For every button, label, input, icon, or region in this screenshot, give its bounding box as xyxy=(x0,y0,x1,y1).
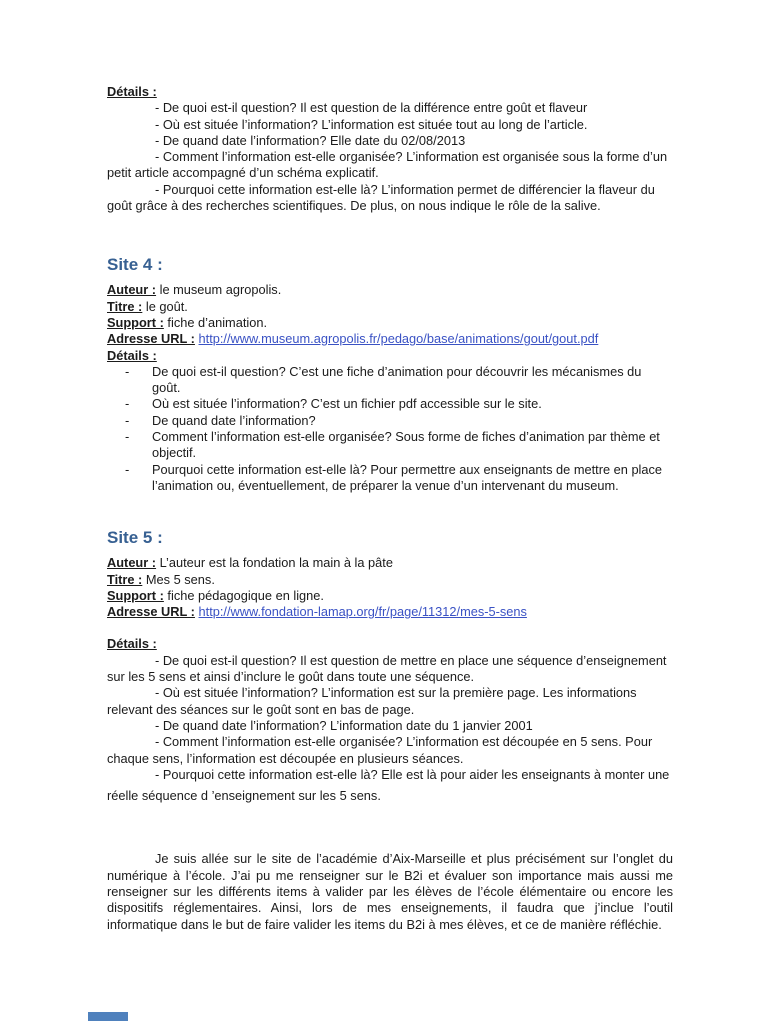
site5-adresse-label: Adresse URL : xyxy=(107,604,195,620)
site4-url-link[interactable]: http://www.museum.agropolis.fr/pedago/base/animations/gout/gout.pdf xyxy=(198,331,599,347)
site3-details-label-text: Détails : xyxy=(107,84,157,99)
site4-bullet-location-text: Où est située l’information? C’est un fichier pdf accessible sur le site. xyxy=(152,396,542,412)
site5-detail-purpose-wrap: réelle séquence d ’enseignement sur les 5 sens. xyxy=(107,788,381,804)
site4-support-value: fiche d’animation. xyxy=(163,314,268,330)
dash-bullet: - xyxy=(125,429,130,445)
site4-details-list xyxy=(107,364,673,494)
site4-titre-line xyxy=(107,299,673,315)
site5-auteur-value: L’auteur est la fondation la main à la pâte xyxy=(156,555,393,571)
site5-detail-date: - De quand date l’information? L’information date du 1 janvier 2001 xyxy=(155,717,533,733)
site4-section xyxy=(107,254,673,494)
site5-details-label-text: Détails : xyxy=(107,636,157,652)
next-page-heading-sliver xyxy=(88,1012,128,1021)
dash-bullet: - xyxy=(125,363,130,379)
site5-detail-question: - De quoi est-il question? Il est question de mettre en place une séquence d’enseignement sur les 5 sens et ainsi d’inclure le goût dans toute une séquence. xyxy=(107,652,667,685)
site4-titre-value: le goût. xyxy=(142,298,188,314)
site3-detail-organisation: - Comment l’information est-elle organisée? L’information est organisée sous la forme d’un petit article accompagné d’un schéma explicatif. xyxy=(107,149,668,181)
site4-details-label xyxy=(107,348,673,364)
site4-support-line xyxy=(107,315,673,331)
site4-bullet-location xyxy=(107,396,673,412)
dash-bullet: - xyxy=(125,461,130,477)
site4-bullet-organisation-text: Comment l’information est-elle organisée? Sous forme de fiches d’animation par thème et objectif. xyxy=(152,429,660,461)
site5-support-label: Support : xyxy=(107,587,164,603)
dash-bullet: - xyxy=(125,396,130,412)
site4-auteur-value: le museum agropolis. xyxy=(156,282,282,298)
site4-auteur-label: Auteur : xyxy=(107,282,157,298)
site3-detail-date: - De quand date l’information? Elle date du 02/08/2013 xyxy=(155,132,466,148)
site5-support-line xyxy=(107,588,673,604)
site4-adresse-line xyxy=(107,331,673,347)
site4-titre-label: Titre : xyxy=(107,298,143,314)
dash-bullet: - xyxy=(125,412,130,428)
site4-details-label-text: Détails : xyxy=(107,347,157,363)
site5-adresse-line xyxy=(107,604,673,620)
site4-bullet-question-text: De quoi est-il question? C’est une fiche d’animation pour découvrir les mécanismes du goût. xyxy=(152,363,642,396)
site5-titre-line xyxy=(107,572,673,588)
site5-detail-organisation: - Comment l’information est-elle organisée? L’information est découpée en 5 sens. Pour chaque sens, l’information est découpée en plusieurs séances. xyxy=(107,734,653,766)
site4-bullet-purpose xyxy=(107,462,673,495)
site5-auteur-label: Auteur : xyxy=(107,555,157,571)
site4-support-label: Support : xyxy=(107,314,164,330)
site5-details-label xyxy=(107,636,673,652)
site4-bullet-purpose-text: Pourquoi cette information est-elle là? Pour permettre aux enseignants de mettre en place l’animation ou, éventuellement, de préparer la venue d’un intervenant du museum. xyxy=(152,461,663,493)
site4-auteur-line xyxy=(107,282,673,298)
site4-heading: Site 4 : xyxy=(107,255,163,275)
site5-auteur-line xyxy=(107,555,673,571)
site4-adresse-label: Adresse URL : xyxy=(107,331,195,347)
site5-titre-value: Mes 5 sens. xyxy=(142,571,215,587)
site4-bullet-date-text: De quand date l’information? xyxy=(152,412,316,428)
site5-url-link[interactable]: http://www.fondation-lamap.org/fr/page/11312/mes-5-sens xyxy=(198,604,527,620)
site5-detail-purpose: - Pourquoi cette information est-elle là? Elle est là pour aider les enseignants à monter une xyxy=(155,766,670,782)
site3-detail-purpose: - Pourquoi cette information est-elle là? L’information permet de différencier la flaveur du goût grâce à des recherches scientifiques. De plus, on nous indique le rôle de la salive. xyxy=(107,181,655,214)
site5-heading: Site 5 : xyxy=(107,528,163,548)
site5-section xyxy=(107,527,673,804)
document-content xyxy=(107,84,673,933)
site5-detail-location: - Où est située l’information? L’information est sur la première page. Les informations relevant des séances sur le goût sont en bas de page. xyxy=(107,685,637,717)
site4-bullet-organisation xyxy=(107,429,673,462)
site4-bullet-date xyxy=(107,413,673,429)
closing-paragraph: Je suis allée sur le site de l’académie d’Aix-Marseille et plus précisément sur l’onglet du numérique à l’école. J’ai pu me renseigner sur le B2i et évaluer son importance mais aussi me renseigner sur les différents items à valider par les élèves de l’école élémentaire ou encore les dispositifs réglementaires. Ainsi, lors de mes enseignements, il faudra que j’inclue l’outil informatique dans le but de faire valider les items du B2i à mes élèves, et ce de manière réfléchie. xyxy=(107,851,673,932)
site3-detail-location: - Où est située l’information? L’information est située tout au long de l’article. xyxy=(155,116,588,132)
site4-bullet-question xyxy=(107,364,673,397)
site3-detail-question: - De quoi est-il question? Il est question de la différence entre goût et flaveur xyxy=(155,100,588,116)
site5-support-value: fiche pédagogique en ligne. xyxy=(163,587,324,603)
site3-details-label xyxy=(107,84,673,100)
site5-titre-label: Titre : xyxy=(107,571,143,587)
